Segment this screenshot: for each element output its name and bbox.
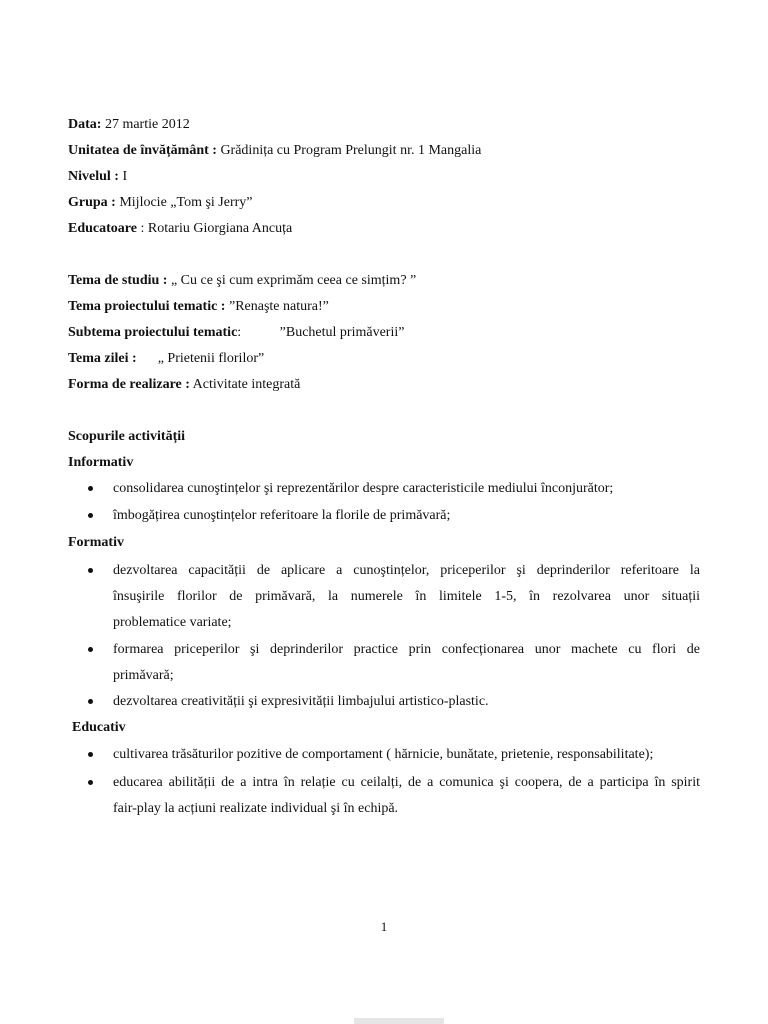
bullet-icon	[88, 780, 93, 785]
tema-zilei-value: „ Prietenii florilor”	[136, 351, 265, 366]
list-item-text: dezvoltarea creativității şi expresivității limbajului artistico-plastic.	[113, 694, 489, 709]
tema-studiu-label: Tema de studiu :	[68, 273, 168, 288]
tema-proiect-line	[68, 298, 329, 316]
unitate-line	[68, 142, 481, 160]
list-item-text: fair-play la acțiuni realizate individual şi în echipă.	[113, 801, 399, 816]
list-item-text: educarea abilității de a intra în relație cu ceilalți, de a comunica şi coopera, de a participa în spirit	[113, 775, 700, 790]
forma-value: Activitate integrată	[189, 377, 301, 392]
list-item-text: primăvară;	[113, 668, 174, 683]
tema-zilei-line	[68, 350, 264, 368]
unitate-value: Grădinița cu Program Prelungit nr. 1 Mangalia	[216, 143, 482, 158]
nivel-value: I	[118, 169, 128, 184]
list-item-text: cultivarea trăsăturilor pozitive de comportament ( hărnicie, bunătate, prietenie, responsabilitate);	[113, 747, 654, 762]
forma-label: Forma de realizare :	[68, 377, 190, 392]
bullet-icon	[88, 647, 93, 652]
informativ-heading: Informativ	[68, 455, 134, 470]
tema-proiect-label: Tema proiectului tematic :	[68, 299, 226, 314]
list-item-text: dezvoltarea capacității de aplicare a cunoştințelor, priceperilor şi deprinderilor referitoare la	[113, 563, 700, 578]
subtema-label: Subtema proiectului tematic	[68, 325, 238, 340]
educativ-heading: Educativ	[72, 720, 126, 735]
bullet-icon	[88, 699, 93, 704]
subtema-value: : ”Buchetul primăverii”	[237, 325, 405, 340]
tema-zilei-label: Tema zilei :	[68, 351, 137, 366]
bullet-icon	[88, 513, 93, 518]
bullet-icon	[88, 486, 93, 491]
tema-studiu-value: „ Cu ce şi cum exprimăm ceea ce simțim? ”	[167, 273, 417, 288]
tema-studiu-line	[68, 272, 416, 290]
tema-proiect-value: ”Renaşte natura!”	[225, 299, 329, 314]
list-item-text: problematice variate;	[113, 615, 232, 630]
educatoare-label: Educatoare	[68, 221, 137, 236]
nivel-line	[68, 168, 127, 186]
bullet-icon	[88, 568, 93, 573]
date-line	[68, 116, 190, 134]
nivel-label: Nivelul :	[68, 169, 119, 184]
date-label: Data:	[68, 117, 102, 132]
list-item-text: formarea priceperilor şi deprinderilor practice prin confecționarea unor machete cu flori de	[113, 642, 700, 657]
scopuri-title: Scopurile activității	[68, 429, 186, 444]
forma-line	[68, 376, 300, 394]
list-item-text: îmbogățirea cunoştințelor referitoare la florile de primăvară;	[113, 508, 451, 523]
educatoare-value: : Rotariu Giorgiana Ancuța	[136, 221, 293, 236]
subtema-line	[68, 324, 404, 342]
grupa-label: Grupa :	[68, 195, 116, 210]
page-number: 1	[380, 919, 388, 934]
grupa-value: Mijlocie „Tom şi Jerry”	[115, 195, 253, 210]
educatoare-line	[68, 220, 292, 238]
bullet-icon	[88, 752, 93, 757]
footer-divider	[354, 1018, 444, 1024]
grupa-line	[68, 194, 253, 212]
list-item-text: consolidarea cunoştințelor şi reprezentărilor despre caracteristicile mediului înconjurător;	[113, 481, 614, 496]
list-item-text: însuşirile florilor de primăvară, la numerele în limitele 1-5, în rezolvarea unor situații	[113, 589, 700, 604]
formativ-heading: Formativ	[68, 535, 124, 550]
date-value: 27 martie 2012	[101, 117, 190, 132]
unitate-label: Unitatea de învățământ :	[68, 143, 217, 158]
